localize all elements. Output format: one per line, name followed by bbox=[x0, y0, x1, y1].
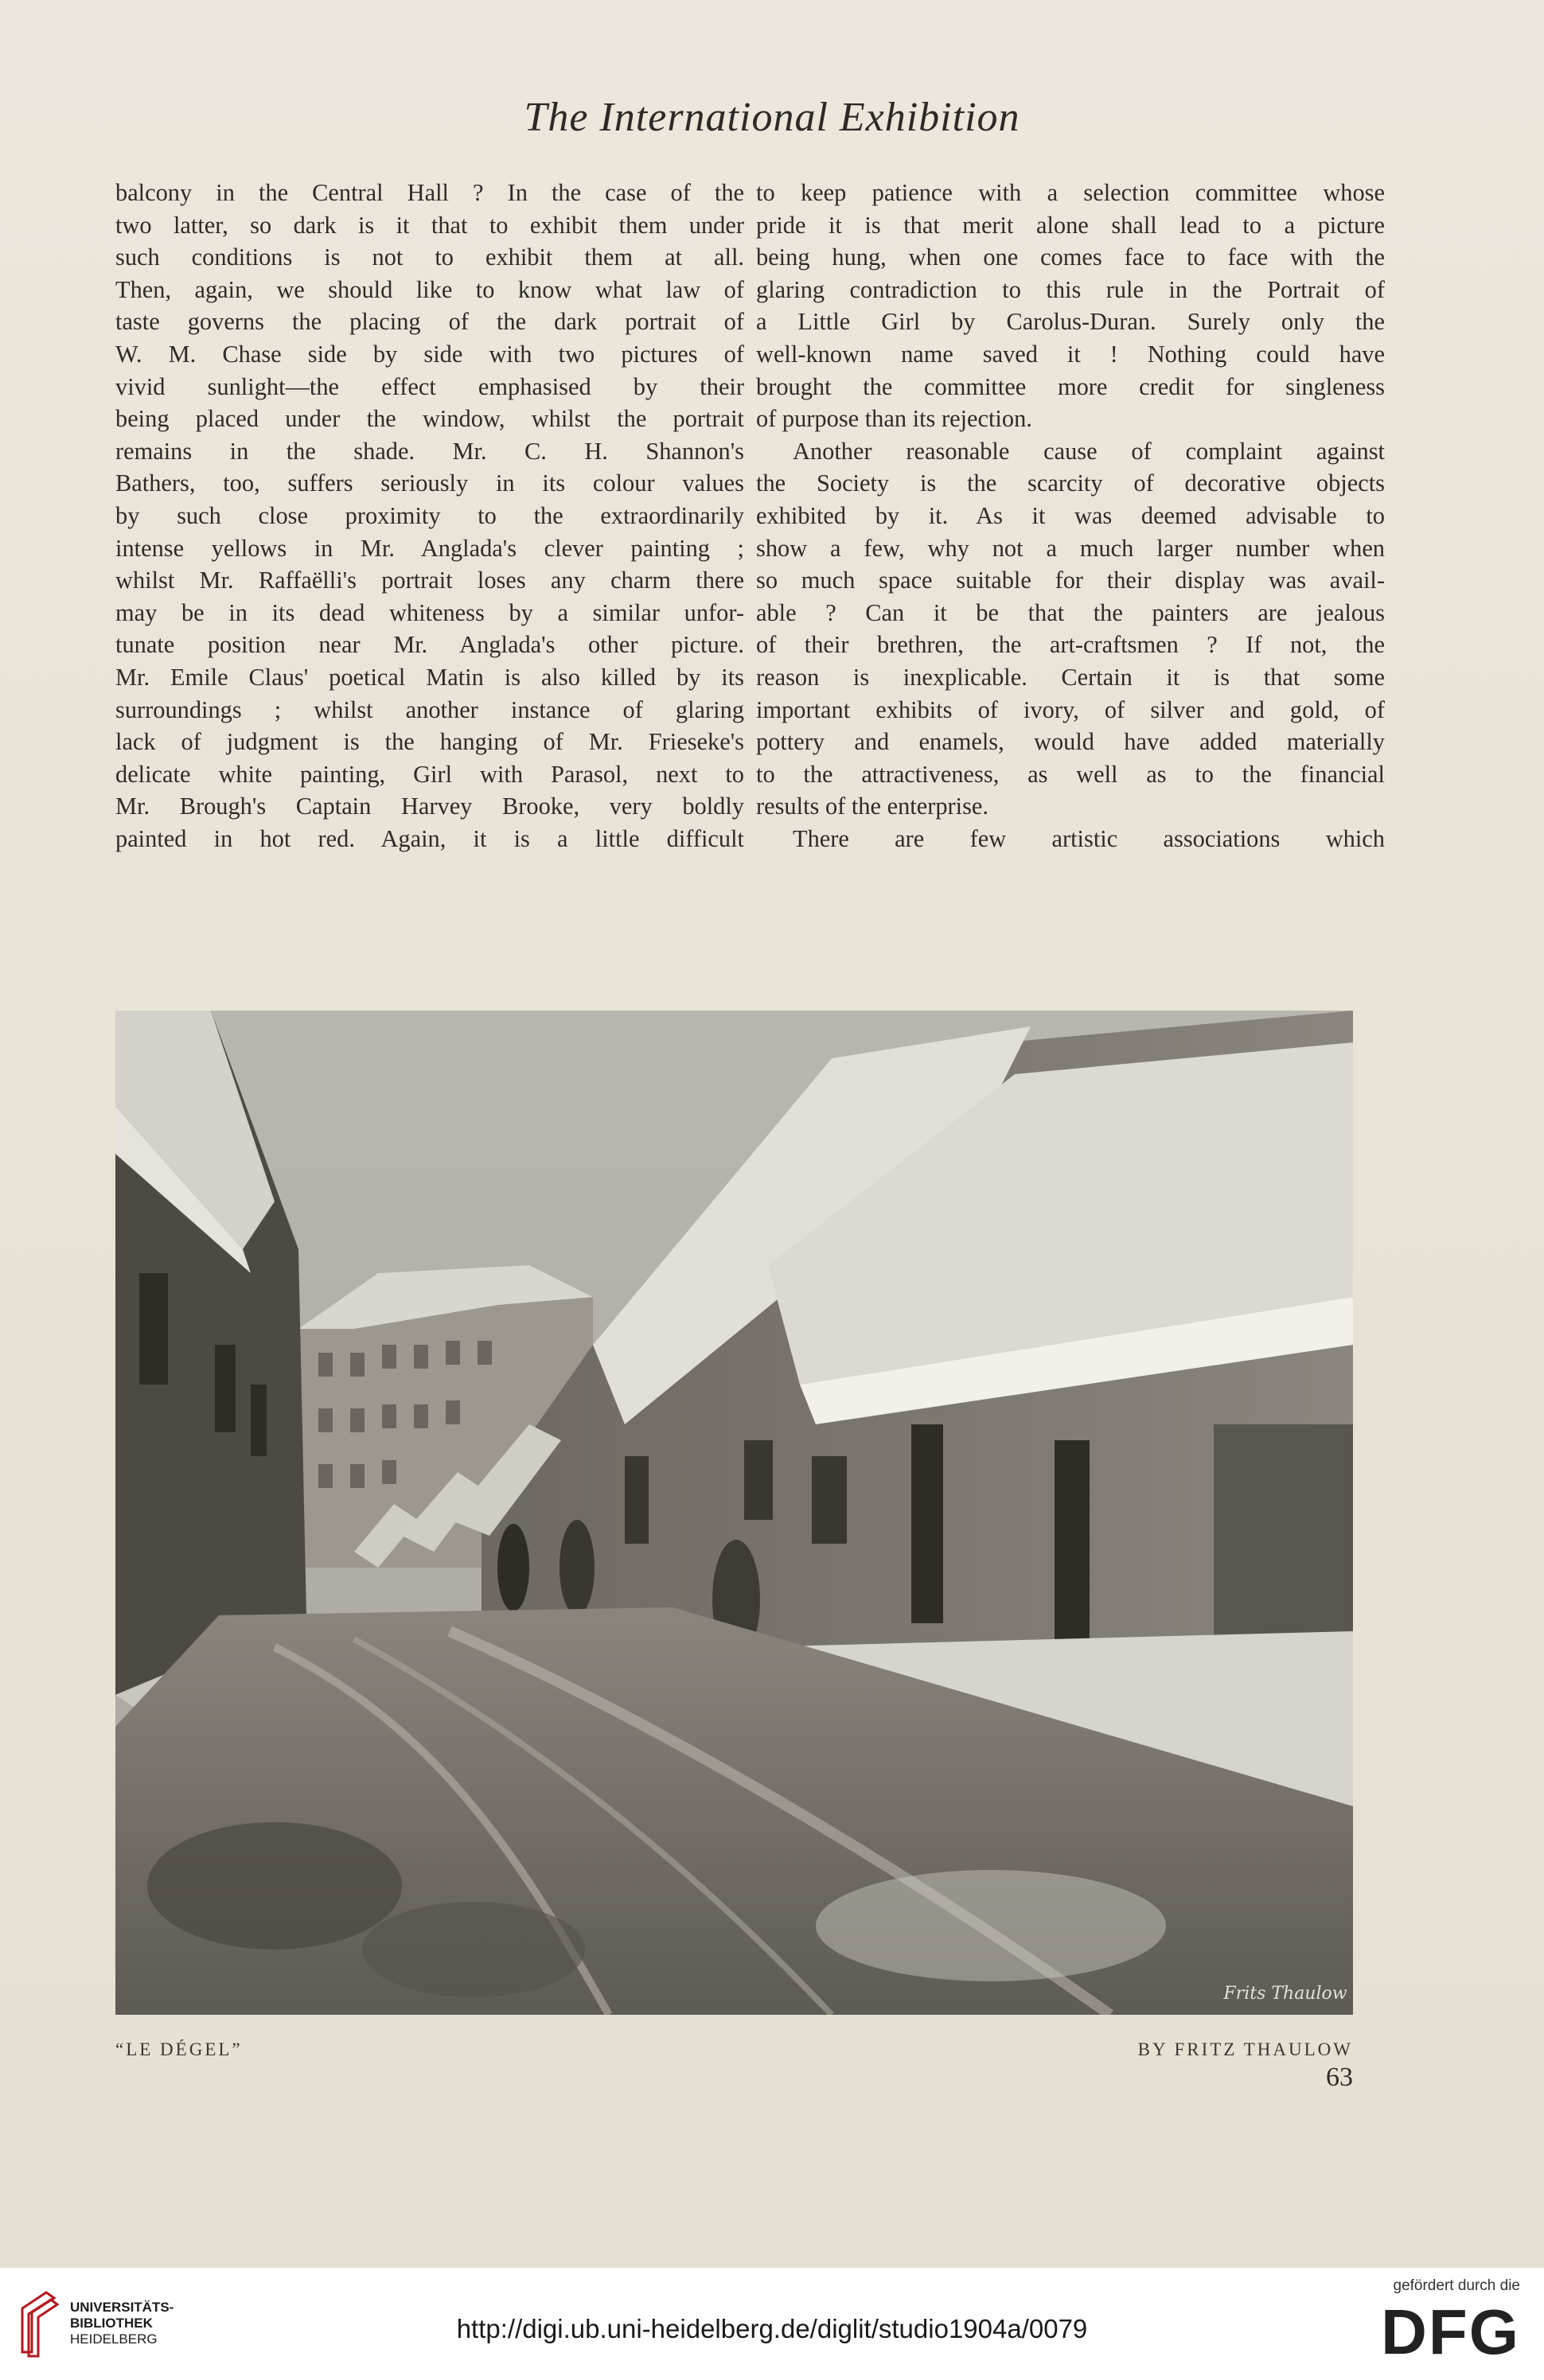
library-name-line1: UNIVERSITÄTS- bbox=[70, 2300, 174, 2315]
text-line: pride it is that merit alone shall lead to a picture bbox=[756, 211, 1385, 239]
text-line: show a few, why not a much larger number when bbox=[756, 534, 1385, 562]
text-line: taste governs the placing of the dark portrait of bbox=[115, 308, 744, 336]
text-line: brought the committee more credit for singleness bbox=[756, 372, 1385, 400]
text-line: by such close proximity to the extraordinarily bbox=[115, 501, 744, 529]
running-title: The International Exhibition bbox=[524, 95, 1020, 140]
text-line: delicate white painting, Girl with Parasol, next to bbox=[115, 760, 744, 788]
text-line: so much space suitable for their display was avail- bbox=[756, 567, 1385, 594]
text-line: important exhibits of ivory, of silver and gold, of bbox=[756, 695, 1385, 723]
figure-caption-title: “LE DÉGEL” bbox=[115, 2039, 243, 2059]
funding-note: gefördert durch die bbox=[1393, 2277, 1520, 2294]
right-text-column bbox=[756, 177, 1385, 855]
text-line: being hung, when one comes face to face with the bbox=[756, 243, 1385, 271]
text-line: vivid sunlight—the effect emphasised by their bbox=[115, 372, 744, 400]
text-line: lack of judgment is the hanging of Mr. Frieseke's bbox=[115, 728, 744, 756]
permalink-url[interactable]: http://digi.ub.uni-heidelberg.de/diglit/studio1904a/0079 bbox=[456, 2314, 1088, 2343]
text-line: two latter, so dark is it that to exhibit them under bbox=[115, 211, 744, 239]
snowy-street-illustration bbox=[115, 1011, 1353, 2015]
text-line: W. M. Chase side by side with two pictures of bbox=[115, 340, 744, 368]
left-text-column bbox=[115, 177, 744, 855]
text-line: painted in hot red. Again, it is a little difficult bbox=[115, 824, 744, 852]
text-line: to keep patience with a selection committee whose bbox=[756, 179, 1385, 206]
text-line: may be in its dead whiteness by a similar unfor- bbox=[115, 598, 744, 626]
library-name-line2: BIBLIOTHEK bbox=[70, 2316, 153, 2331]
text-line: able ? Can it be that the painters are jealous bbox=[756, 598, 1385, 626]
text-line: glaring contradiction to this rule in the Portrait of bbox=[756, 275, 1385, 303]
text-line: to the attractiveness, as well as to the financial bbox=[756, 760, 1385, 788]
page-number: 63 bbox=[1326, 2063, 1353, 2092]
painting-reproduction bbox=[115, 1011, 1353, 2015]
text-line: reason is inexplicable. Certain it is that some bbox=[756, 663, 1385, 691]
text-line: well-known name saved it ! Nothing could have bbox=[756, 340, 1385, 368]
text-line: whilst Mr. Raffaëlli's portrait loses any charm there bbox=[115, 567, 744, 594]
text-line: a Little Girl by Carolus-Duran. Surely only the bbox=[756, 308, 1385, 336]
text-line: such conditions is not to exhibit them at all. bbox=[115, 243, 744, 271]
text-line: There are few artistic associations which bbox=[793, 824, 1385, 852]
text-line: exhibited by it. As it was deemed advisable to bbox=[756, 501, 1385, 529]
library-name-line3: HEIDELBERG bbox=[70, 2331, 158, 2347]
text-line: the Society is the scarcity of decorative objects bbox=[756, 469, 1385, 497]
text-line: surroundings ; whilst another instance of glaring bbox=[115, 695, 744, 723]
text-line: pottery and enamels, would have added materially bbox=[756, 728, 1385, 756]
text-line: Then, again, we should like to know what law of bbox=[115, 275, 744, 303]
dfg-logo: DFG bbox=[1381, 2296, 1520, 2367]
text-line: being placed under the window, whilst the portrait bbox=[115, 405, 744, 433]
digitization-footer bbox=[0, 2268, 1544, 2380]
text-line: intense yellows in Mr. Anglada's clever painting ; bbox=[115, 534, 744, 562]
text-line: of purpose than its rejection. bbox=[756, 405, 1032, 433]
text-line: balcony in the Central Hall ? In the case of the bbox=[115, 179, 744, 206]
text-line: of their brethren, the art-craftsmen ? If not, the bbox=[756, 631, 1385, 659]
text-line: remains in the shade. Mr. C. H. Shannon's bbox=[115, 437, 744, 465]
painter-signature: Frits Thaulow bbox=[1223, 1984, 1347, 2004]
text-line: results of the enterprise. bbox=[756, 793, 988, 820]
text-line: Mr. Emile Claus' poetical Matin is also killed by its bbox=[115, 663, 744, 691]
text-line: Another reasonable cause of complaint against bbox=[793, 437, 1385, 465]
figure-caption-artist: BY FRITZ THAULOW bbox=[1137, 2039, 1353, 2059]
text-line: Bathers, too, suffers seriously in its colour values bbox=[115, 469, 744, 497]
text-line: tunate position near Mr. Anglada's other picture. bbox=[115, 631, 744, 659]
text-line: Mr. Brough's Captain Harvey Brooke, very boldly bbox=[115, 793, 744, 820]
